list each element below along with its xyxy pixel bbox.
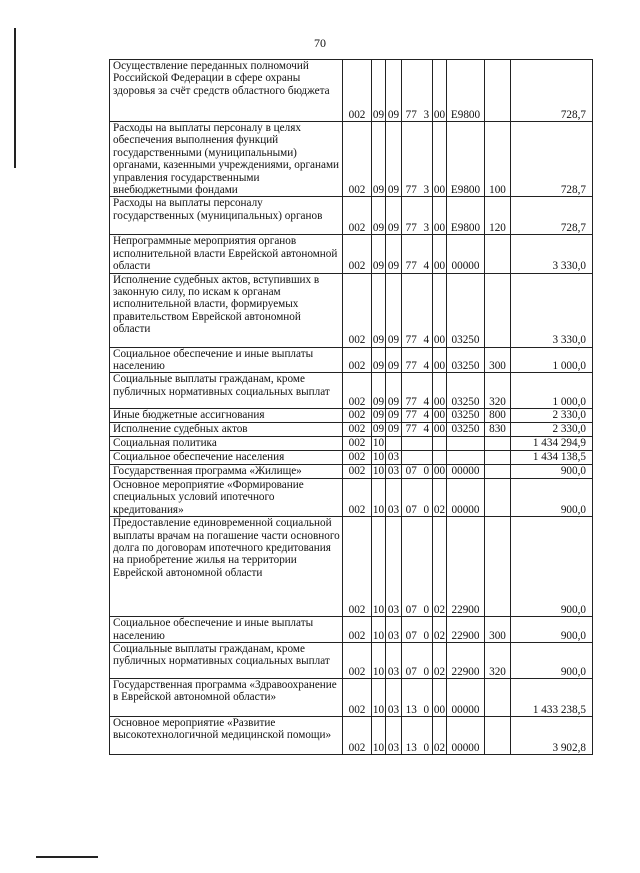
row-rz: 10 bbox=[372, 617, 386, 643]
row-pr: 09 bbox=[386, 122, 402, 197]
row-target-article-part2: 0 bbox=[421, 464, 433, 478]
row-rz: 09 bbox=[372, 409, 385, 422]
row-gr: 002 bbox=[343, 122, 372, 197]
row-target-article-part4: 22900 bbox=[447, 517, 485, 617]
row-pr: 03 bbox=[386, 678, 402, 716]
row-target-article-part1: 07 bbox=[402, 642, 421, 678]
row-rz: 10 bbox=[372, 642, 386, 678]
row-target-article-part1 bbox=[402, 450, 421, 464]
row-target-article-part3: 02 bbox=[433, 716, 447, 754]
row-pr: 09 bbox=[386, 373, 402, 409]
row-sum: 1 000,0 bbox=[511, 373, 593, 409]
row-name: Исполнение судебных актов, вступивших в законную силу, по искам к органам исполнительной власти, формируемых правительством Еврейской автономной области bbox=[110, 273, 343, 347]
row-target-article-part4: 00000 bbox=[447, 464, 485, 478]
row-rz: 09 bbox=[372, 197, 386, 235]
row-target-article-part1: 07 bbox=[402, 464, 421, 478]
row-target-article-part2 bbox=[421, 450, 433, 464]
row-name: Социальные выплаты гражданам, кроме публичных нормативных социальных выплат bbox=[110, 642, 343, 678]
row-sum: 1 000,0 bbox=[511, 347, 593, 373]
row-target-article-part3: 00 bbox=[433, 465, 446, 478]
row-target-article-part3: 00 bbox=[433, 347, 447, 373]
row-sum: 728,7 bbox=[511, 60, 593, 122]
row-rz: 09 bbox=[372, 235, 386, 273]
row-name: Социальное обеспечение и иные выплаты населению bbox=[110, 347, 343, 373]
row-sum: 900,0 bbox=[511, 478, 593, 516]
row-sum: 3 330,0 bbox=[511, 273, 593, 347]
row-gr: 002 bbox=[343, 517, 372, 617]
row-target-article-part3: 00 bbox=[433, 373, 447, 409]
table-row bbox=[110, 436, 593, 450]
row-vr: 300 bbox=[485, 617, 511, 643]
row-rz: 10 bbox=[372, 678, 386, 716]
row-target-article-part3: 00 bbox=[433, 678, 447, 716]
row-gr: 002 bbox=[343, 478, 372, 516]
row-sum: 1 434 138,5 bbox=[511, 450, 593, 464]
row-target-article-part2: 0 bbox=[421, 517, 433, 617]
table-row bbox=[110, 642, 593, 678]
row-target-article-part2: 3 bbox=[421, 60, 433, 122]
row-name: Расходы на выплаты персоналу в целях обеспечения выполнения функций государственными (муниципальными) органами, казенными учреждениями, органами управления государственными внебюджетными фондами bbox=[110, 122, 343, 197]
row-target-article-part2: 0 bbox=[421, 642, 433, 678]
row-target-article-part3: 00 bbox=[433, 122, 447, 197]
row-pr: 03 bbox=[386, 478, 402, 516]
row-sum: 2 330,0 bbox=[511, 409, 593, 422]
row-target-article-part2: 0 bbox=[421, 478, 433, 516]
row-name: Расходы на выплаты персоналу государственных (муниципальных) органов bbox=[110, 197, 343, 235]
row-vr bbox=[485, 478, 511, 516]
row-pr: 03 bbox=[386, 464, 402, 478]
page-number: 70 bbox=[314, 36, 326, 50]
row-gr: 002 bbox=[343, 60, 372, 122]
row-sum: 1 434 294,9 bbox=[511, 436, 593, 450]
row-target-article-part3 bbox=[433, 450, 447, 464]
row-target-article-part1 bbox=[402, 436, 421, 450]
row-vr: 100 bbox=[485, 122, 511, 197]
row-target-article-part3: 00 bbox=[433, 409, 446, 422]
row-target-article-part2: 4 bbox=[421, 273, 433, 347]
row-sum: 728,7 bbox=[511, 122, 593, 197]
row-gr: 002 bbox=[343, 273, 372, 347]
row-target-article-part3: 00 bbox=[433, 273, 447, 347]
row-target-article-part1: 77 bbox=[402, 122, 421, 197]
row-name: Государственная программа «Жилище» bbox=[110, 464, 343, 478]
table-row bbox=[110, 678, 593, 716]
row-pr: 03 bbox=[386, 517, 402, 617]
row-target-article-part1: 77 bbox=[402, 197, 421, 235]
row-pr: 09 bbox=[386, 197, 402, 235]
footer-line bbox=[36, 856, 98, 858]
row-pr: 03 bbox=[386, 617, 402, 643]
row-rz: 09 bbox=[372, 347, 386, 373]
row-target-article-part1: 13 bbox=[402, 716, 421, 754]
row-vr bbox=[485, 678, 511, 716]
row-sum: 900,0 bbox=[511, 464, 593, 478]
row-vr: 120 bbox=[485, 197, 511, 235]
row-gr: 002 bbox=[343, 642, 372, 678]
row-target-article-part1: 07 bbox=[402, 517, 421, 617]
row-pr: 03 bbox=[386, 716, 402, 754]
row-target-article-part2: 0 bbox=[421, 617, 433, 643]
row-target-article-part1: 13 bbox=[402, 678, 421, 716]
table-row bbox=[110, 478, 593, 516]
row-target-article-part4: Е9800 bbox=[447, 60, 485, 122]
row-target-article-part2: 0 bbox=[421, 716, 433, 754]
row-target-article-part1: 77 bbox=[402, 373, 421, 409]
row-target-article-part2: 4 bbox=[421, 373, 433, 409]
row-vr bbox=[485, 235, 511, 273]
table-row bbox=[110, 617, 593, 643]
row-target-article-part2 bbox=[421, 436, 433, 450]
row-gr: 002 bbox=[343, 450, 372, 464]
row-pr: 09 bbox=[386, 235, 402, 273]
row-target-article-part3 bbox=[433, 436, 447, 450]
row-target-article-part2: 3 bbox=[421, 197, 433, 235]
row-target-article-part1: 77 bbox=[402, 60, 421, 122]
row-target-article-part3: 02 bbox=[433, 478, 447, 516]
row-sum: 3 902,8 bbox=[511, 716, 593, 754]
row-target-article-part2: 4 bbox=[421, 409, 433, 422]
row-vr bbox=[485, 450, 511, 464]
table-row bbox=[110, 716, 593, 754]
row-target-article-part4: Е9800 bbox=[447, 122, 485, 197]
row-pr: 09 bbox=[386, 273, 402, 347]
row-name: Основное мероприятие «Развитие высокотехнологичной медицинской помощи» bbox=[110, 716, 343, 754]
row-vr bbox=[485, 273, 511, 347]
row-name: Исполнение судебных актов bbox=[110, 422, 343, 436]
table-row bbox=[110, 464, 593, 478]
row-name: Осуществление переданных полномочий Российской Федерации в сфере охраны здоровья за счёт средств областного бюджета bbox=[110, 60, 343, 122]
row-vr bbox=[485, 464, 511, 478]
row-sum: 900,0 bbox=[511, 517, 593, 617]
row-gr: 002 bbox=[343, 436, 372, 450]
row-vr: 320 bbox=[485, 373, 511, 409]
row-target-article-part1: 07 bbox=[402, 478, 421, 516]
row-target-article-part3: 02 bbox=[433, 642, 447, 678]
table-row bbox=[110, 373, 593, 409]
row-gr: 002 bbox=[343, 678, 372, 716]
table-row bbox=[110, 122, 593, 197]
row-gr: 002 bbox=[343, 464, 372, 478]
row-rz: 10 bbox=[372, 478, 386, 516]
row-vr bbox=[485, 60, 511, 122]
row-rz: 10 bbox=[372, 465, 385, 478]
table-row bbox=[110, 347, 593, 373]
row-target-article-part4: Е9800 bbox=[447, 197, 485, 235]
row-name: Предоставление единовременной социальной выплаты врачам на погашение части основного долга по договорам ипотечного кредитования на приобретение жилья на территории Еврейской автономной области bbox=[110, 517, 343, 617]
row-rz: 10 bbox=[372, 451, 385, 464]
row-gr: 002 bbox=[343, 347, 372, 373]
row-target-article-part3: 00 bbox=[433, 197, 447, 235]
row-target-article-part1: 77 bbox=[402, 422, 421, 436]
row-target-article-part4: 03250 bbox=[447, 373, 485, 409]
row-target-article-part2: 4 bbox=[421, 235, 433, 273]
row-pr: 09 bbox=[386, 60, 402, 122]
row-gr: 002 bbox=[343, 716, 372, 754]
row-rz: 09 bbox=[372, 423, 385, 436]
row-target-article-part1: 07 bbox=[402, 617, 421, 643]
row-sum: 1 433 238,5 bbox=[511, 678, 593, 716]
table-row bbox=[110, 273, 593, 347]
table-row bbox=[110, 422, 593, 436]
row-rz: 10 bbox=[372, 517, 386, 617]
row-target-article-part2: 0 bbox=[421, 678, 433, 716]
row-vr bbox=[485, 436, 511, 450]
row-target-article-part4: 00000 bbox=[447, 716, 485, 754]
row-target-article-part2: 3 bbox=[421, 122, 433, 197]
table-row bbox=[110, 517, 593, 617]
row-target-article-part4: 03250 bbox=[447, 347, 485, 373]
row-target-article-part1: 77 bbox=[402, 347, 421, 373]
row-target-article-part2: 4 bbox=[421, 347, 433, 373]
row-name: Социальные выплаты гражданам, кроме публичных нормативных социальных выплат bbox=[110, 373, 343, 409]
row-name: Социальное обеспечение и иные выплаты населению bbox=[110, 617, 343, 643]
row-rz: 09 bbox=[372, 122, 386, 197]
row-name: Социальное обеспечение населения bbox=[110, 450, 343, 464]
row-name: Непрограммные мероприятия органов исполнительной власти Еврейской автономной области bbox=[110, 235, 343, 273]
row-gr: 002 bbox=[343, 235, 372, 273]
row-sum: 900,0 bbox=[511, 642, 593, 678]
row-vr bbox=[485, 716, 511, 754]
row-name: Основное мероприятие «Формирование специальных условий ипотечного кредитования» bbox=[110, 478, 343, 516]
row-target-article-part4: 22900 bbox=[447, 642, 485, 678]
row-target-article-part4: 22900 bbox=[447, 617, 485, 643]
row-name: Государственная программа «Здравоохранение в Еврейской автономной области» bbox=[110, 678, 343, 716]
row-sum: 728,7 bbox=[511, 197, 593, 235]
table-row bbox=[110, 60, 593, 122]
row-target-article-part4: 03250 bbox=[447, 273, 485, 347]
row-sum: 2 330,0 bbox=[511, 422, 593, 436]
row-vr: 320 bbox=[485, 642, 511, 678]
budget-table bbox=[109, 59, 593, 755]
row-target-article-part2: 4 bbox=[421, 422, 433, 436]
row-target-article-part3: 00 bbox=[433, 60, 447, 122]
row-target-article-part4: 00000 bbox=[447, 478, 485, 516]
row-vr: 300 bbox=[485, 347, 511, 373]
row-target-article-part4: 00000 bbox=[447, 678, 485, 716]
row-target-article-part1: 77 bbox=[402, 235, 421, 273]
row-vr: 800 bbox=[485, 409, 511, 422]
row-vr: 830 bbox=[485, 422, 511, 436]
table-row bbox=[110, 409, 593, 422]
table-row bbox=[110, 450, 593, 464]
row-target-article-part4: 03250 bbox=[447, 409, 485, 422]
row-target-article-part4 bbox=[447, 436, 485, 450]
row-name: Социальная политика bbox=[110, 436, 343, 450]
row-gr: 002 bbox=[343, 197, 372, 235]
row-target-article-part1: 77 bbox=[402, 273, 421, 347]
row-rz: 09 bbox=[372, 273, 386, 347]
row-target-article-part3: 02 bbox=[433, 617, 447, 643]
row-pr: 03 bbox=[386, 450, 402, 464]
row-target-article-part4: 00000 bbox=[447, 235, 485, 273]
row-sum: 900,0 bbox=[511, 617, 593, 643]
row-name: Иные бюджетные ассигнования bbox=[110, 409, 343, 422]
row-rz: 10 bbox=[372, 716, 386, 754]
row-gr: 002 bbox=[343, 373, 372, 409]
row-target-article-part4 bbox=[447, 450, 485, 464]
row-rz: 09 bbox=[372, 373, 386, 409]
row-rz: 10 bbox=[372, 437, 385, 450]
row-target-article-part3: 00 bbox=[433, 235, 447, 273]
row-vr bbox=[485, 517, 511, 617]
row-target-article-part1: 77 bbox=[402, 409, 421, 422]
row-pr: 09 bbox=[386, 422, 402, 436]
row-pr: 09 bbox=[386, 409, 402, 422]
row-rz: 09 bbox=[372, 60, 386, 122]
row-gr: 002 bbox=[343, 617, 372, 643]
table-row bbox=[110, 197, 593, 235]
row-target-article-part3: 00 bbox=[433, 423, 446, 436]
row-target-article-part3: 02 bbox=[433, 517, 447, 617]
row-target-article-part4: 03250 bbox=[447, 422, 485, 436]
row-gr: 002 bbox=[343, 409, 372, 422]
row-gr: 002 bbox=[343, 422, 372, 436]
row-pr: 03 bbox=[386, 642, 402, 678]
row-pr: 09 bbox=[386, 347, 402, 373]
row-sum: 3 330,0 bbox=[511, 235, 593, 273]
table-row bbox=[110, 235, 593, 273]
row-pr bbox=[386, 436, 402, 450]
